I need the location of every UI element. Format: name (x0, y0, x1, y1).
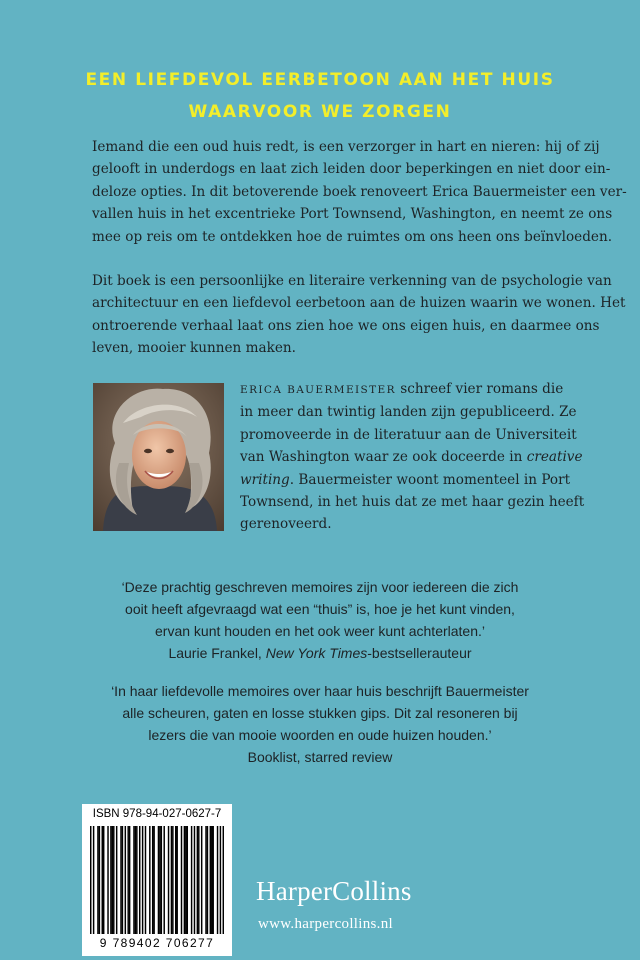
barcode-bar (181, 826, 182, 934)
barcode-bar (207, 826, 208, 934)
author-portrait-illustration (93, 383, 224, 531)
bio-line (240, 378, 564, 401)
barcode-bar (172, 826, 173, 934)
barcode-bar (211, 826, 212, 934)
barcode-bar (116, 826, 117, 934)
bio-text: schreef vier romans die (395, 381, 564, 397)
bio-text: van Washington waar ze ook doceerde in (240, 449, 527, 466)
paragraph-line: deloze opties. In dit betoverende boek renoveert Erica Bauermeister een ver- (92, 183, 627, 200)
barcode-bar (90, 826, 91, 934)
barcode-bar (129, 826, 130, 934)
barcode-bar (184, 826, 185, 934)
barcode-bar (102, 826, 103, 934)
barcode-bar (194, 826, 195, 934)
barcode-bar (171, 826, 172, 934)
paragraph-line: ontroerende verhaal laat ons zien hoe we ons eigen huis, en daarmee ons (92, 317, 600, 334)
paragraph-line: architectuur en een liefdevol eerbetoon aan de huizen waarin we wonen. Het (92, 295, 626, 312)
barcode-bar (103, 826, 104, 934)
quote-line: lezers die van mooie woorden en oude huizen houden.’ (148, 727, 492, 743)
barcode-bar (217, 826, 218, 934)
barcode-bar (149, 826, 150, 934)
barcode-bars (90, 826, 224, 934)
barcode-bar (220, 826, 221, 934)
publisher-logo: HarperCollins (256, 876, 412, 906)
barcode-bar (176, 826, 177, 934)
publisher-website: www.harpercollins.nl (258, 916, 393, 932)
headline-line-2: WAARVOOR WE ZORGEN (188, 102, 452, 122)
barcode-bar (127, 826, 128, 934)
barcode-bar (110, 826, 111, 934)
barcode-bar (158, 826, 159, 934)
barcode-bar (113, 826, 114, 934)
quote-attribution: Booklist, starred review (247, 749, 393, 765)
barcode-bar (142, 826, 143, 934)
description-paragraph-2 (92, 270, 626, 360)
bio-line: in meer dan twintig landen zijn gepubliceerd. Ze (240, 404, 577, 421)
bio-italic-text: writing (240, 471, 290, 488)
bio-italic-text: creative (526, 449, 583, 466)
paragraph-line: Dit boek is een persoonlijke en literaire verkenning van de psychologie van (92, 273, 612, 289)
quote-line: ‘Deze prachtig geschreven memoires zijn voor iedereen die zich (121, 579, 519, 595)
bio-line (240, 446, 583, 468)
bio-text: . Bauermeister woont momenteel in Port (289, 471, 571, 488)
barcode-bar (122, 826, 123, 934)
barcode-bar (133, 826, 134, 934)
quote-line: ooit heeft afgevraagd wat een “thuis” is, hoe je het kunt vinden, (125, 601, 515, 617)
review-quote-2 (0, 680, 640, 768)
quote-line: alle scheuren, gaten en losse stukken gips. Dit zal resoneren bij (122, 705, 518, 721)
ean-digits: 9 789402 706277 (99, 936, 215, 950)
barcode-bar (175, 826, 176, 934)
bio-line: Townsend, in het huis dat ze met haar gezin heeft (240, 494, 585, 511)
paragraph-line: Iemand die een oud huis redt, is een verzorger in hart en nieren: hij of zij (92, 139, 600, 155)
barcode-bar (198, 826, 199, 934)
barcode-bar (168, 826, 169, 934)
barcode-bar (139, 826, 140, 934)
paragraph-line: vallen huis in het excentrieke Port Townsend, Washington, en neemt ze ons (92, 206, 613, 223)
isbn-label: ISBN 978-94-027-0627-7 (92, 808, 222, 820)
barcode-bar (187, 826, 188, 934)
description-paragraph-1 (92, 136, 627, 248)
barcode-bar (120, 826, 121, 934)
author-bio (240, 378, 585, 536)
barcode-bar (185, 826, 186, 934)
barcode-bar (99, 826, 100, 934)
barcode-bar (97, 826, 98, 934)
quote-line: ervan kunt houden en het ook weer kunt achterlaten.’ (155, 623, 485, 639)
barcode-bar (107, 826, 108, 934)
review-quote-1 (0, 576, 640, 664)
quote-line: ‘In haar liefdevolle memoires over haar huis beschrijft Bauermeister (111, 683, 529, 699)
attribution-publication: New York Times (265, 645, 368, 661)
headline (0, 64, 640, 128)
barcode-bar (152, 826, 153, 934)
barcode-bar (223, 826, 224, 934)
paragraph-line: gelooft in underdogs en laat zich leiden door beperkingen en niet door ein- (92, 161, 611, 178)
attribution-suffix: -bestsellerauteur (367, 645, 472, 661)
barcode-bar (145, 826, 146, 934)
barcode-bar (210, 826, 211, 934)
headline-line-1: EEN LIEFDEVOL EERBETOON AAN HET HUIS (85, 70, 555, 90)
bio-line (240, 469, 571, 491)
barcode-bar (201, 826, 202, 934)
attribution-name: Laurie Frankel, (168, 645, 266, 661)
barcode-bar (153, 826, 154, 934)
barcode-bar (112, 826, 113, 934)
isbn-barcode (82, 804, 232, 956)
barcode-bar (159, 826, 160, 934)
quote-attribution (0, 642, 640, 664)
author-photo (93, 383, 224, 531)
barcode-bar (212, 826, 213, 934)
barcode-bar (125, 826, 126, 934)
barcode-bar (136, 826, 137, 934)
barcode-bar (135, 826, 136, 934)
barcode-bar (197, 826, 198, 934)
barcode-bar (161, 826, 162, 934)
bio-line: promoveerde in de literatuur aan de Universiteit (240, 426, 577, 443)
author-name: ERICA BAUERMEISTER (240, 384, 396, 396)
barcode-bar (163, 826, 164, 934)
barcode-bar (93, 826, 94, 934)
paragraph-line: leven, mooier kunnen maken. (92, 340, 296, 357)
barcode-bar (191, 826, 192, 934)
paragraph-line: mee op reis om te ontdekken hoe de ruimtes om ons heen ons beïnvloeden. (92, 228, 613, 245)
bio-line: gerenoveerd. (240, 516, 332, 533)
barcode-bar (205, 826, 206, 934)
